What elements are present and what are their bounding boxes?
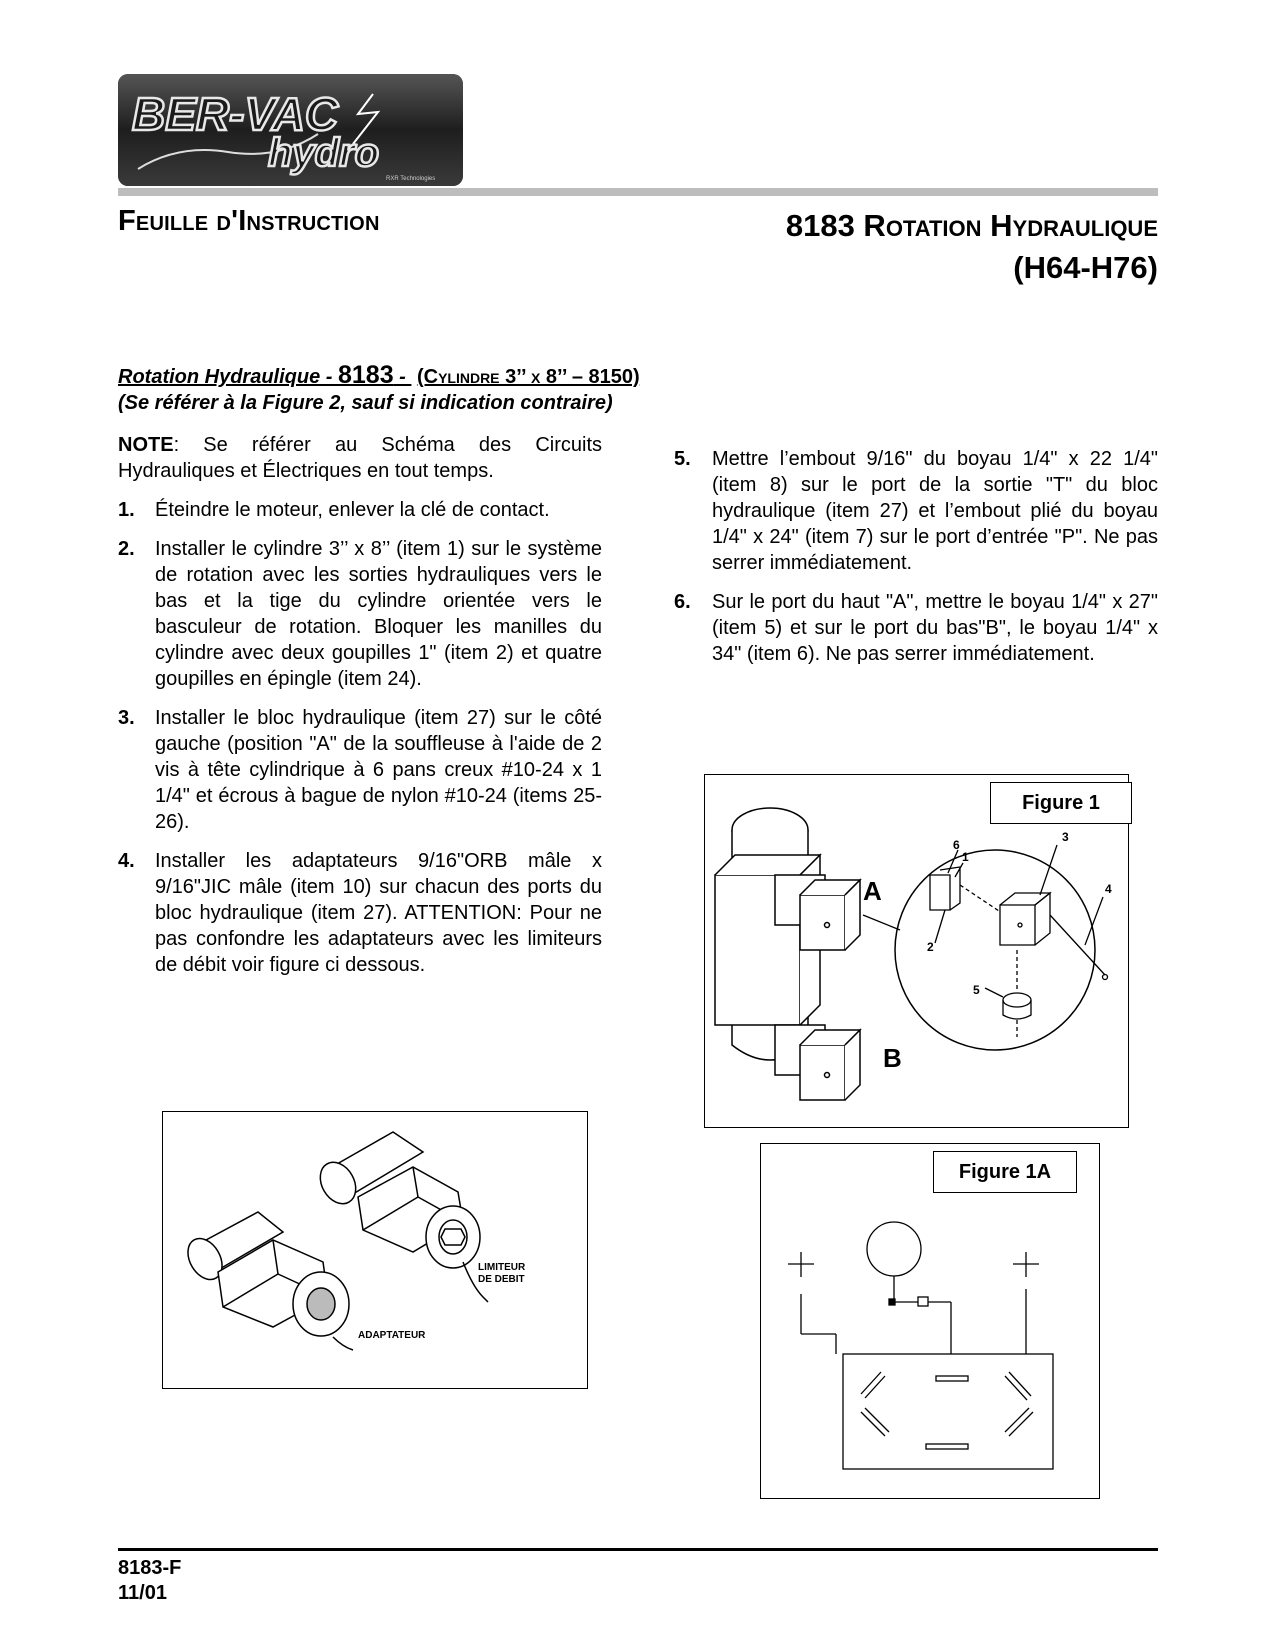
item-callout-3: 3 [1062, 830, 1069, 844]
logo-line1: BER-VAC [132, 88, 339, 140]
step-text: Éteindre le moteur, enlever la clé de contact. [155, 499, 550, 521]
step-4 [118, 848, 602, 978]
footer [118, 1556, 181, 1606]
figure-adapters [162, 1111, 588, 1389]
document-title [786, 205, 1158, 289]
item-callout-5: 5 [973, 983, 980, 997]
step-2 [118, 536, 602, 692]
figure-1a [760, 1143, 1100, 1499]
step-text: Sur le port du haut "A", mettre le boyau 1/4" x 27" (item 5) et sur le port du bas"B", le boyau 1/4" x 34" (item 6). Ne pas serrer immédiatement. [712, 591, 1158, 665]
step-text: Installer le cylindre 3’’ x 8’’ (item 1) sur le système de rotation avec les sorties hydrauliques vers le bas et la tige du cylindre orientée vers le basculeur de rotation. Bloquer les manilles du cylindre avec deux goupilles 1" (item 2) et quatre goupilles en épingle (item 24). [155, 538, 602, 690]
left-column [118, 432, 602, 991]
logo-tagline: RXR Technologies [386, 176, 436, 182]
footer-rule [118, 1548, 1158, 1551]
section-heading [118, 361, 640, 390]
logo-graphic [118, 74, 463, 186]
step-5 [674, 446, 1158, 576]
step-number: 1. [118, 499, 135, 521]
heading-sep: - [393, 366, 412, 388]
figure-1 [704, 774, 1129, 1128]
heading-prefix: Rotation Hydraulique - [118, 366, 338, 388]
figure-1-drawing [705, 775, 1128, 1127]
note-label: NOTE [118, 434, 174, 456]
section-subheading: (Se référer à la Figure 2, sauf si indication contraire) [118, 392, 613, 414]
figure-1a-drawing [761, 1144, 1099, 1498]
right-column [674, 446, 1158, 680]
step-text: Mettre l’embout 9/16" du boyau 1/4" x 22 1/4" (item 8) sur le port de la sortie "T" du bloc hydraulique (item 27) et l’embout plié du boyau 1/4" x 24" (item 7) sur le port d’entrée "P". Ne pas serrer immédiatement. [712, 448, 1158, 574]
logo-line2: hydro [268, 131, 380, 175]
step-1 [118, 497, 602, 523]
document-type: Feuille d'Instruction [118, 205, 380, 237]
header-rule [118, 188, 1158, 196]
heading-suffix: (Cylindre 3’’ x 8’’ – 8150) [416, 366, 640, 388]
label-limiteur-2: DE DEBIT [478, 1274, 525, 1285]
item-callout-2: 2 [927, 940, 934, 954]
note-text: : Se référer au Schéma des Circuits Hydrauliques et Électriques en tout temps. [118, 434, 602, 482]
step-number: 4. [118, 850, 135, 872]
label-adaptateur: ADAPTATEUR [358, 1330, 426, 1341]
step-number: 2. [118, 538, 135, 560]
step-number: 5. [674, 448, 691, 470]
footer-code: 8183-F [118, 1557, 182, 1579]
step-text: Installer le bloc hydraulique (item 27) sur le côté gauche (position "A" de la souffleuse à l'aide de 2 vis à tête cylindrique à 6 pans creux #10-24 x 1 1/4" et écrous à bague de nylon #10-24 (items 25-26). [155, 707, 602, 833]
callout-b: B [883, 1043, 902, 1073]
step-number: 6. [674, 591, 691, 613]
item-callout-6: 6 [953, 838, 960, 852]
step-6 [674, 589, 1158, 667]
adapters-drawing [163, 1112, 587, 1388]
heading-number: 8183 [338, 361, 394, 389]
company-logo [118, 74, 463, 186]
step-number: 3. [118, 707, 135, 729]
item-callout-4: 4 [1105, 882, 1112, 896]
footer-date: 11/01 [118, 1582, 167, 1604]
callout-a: A [863, 876, 882, 906]
item-callout-1: 1 [962, 850, 969, 864]
title-line1: 8183 Rotation Hydraulique [785, 208, 1158, 243]
figure-1a-label: Figure 1A [933, 1151, 1077, 1193]
step-text: Installer les adaptateurs 9/16"ORB mâle x 9/16"JIC mâle (item 10) sur chacun des ports du bloc hydraulique (item 27). ATTENTION: Pour ne pas confondre les adaptateurs avec les limiteurs de débit voir figure ci dessous. [155, 850, 602, 976]
note-paragraph [118, 432, 602, 484]
step-3 [118, 705, 602, 835]
label-limiteur-1: LIMITEUR [478, 1262, 526, 1273]
figure-1-label: Figure 1 [990, 782, 1132, 824]
title-line2: (H64-H76) [1013, 250, 1158, 285]
